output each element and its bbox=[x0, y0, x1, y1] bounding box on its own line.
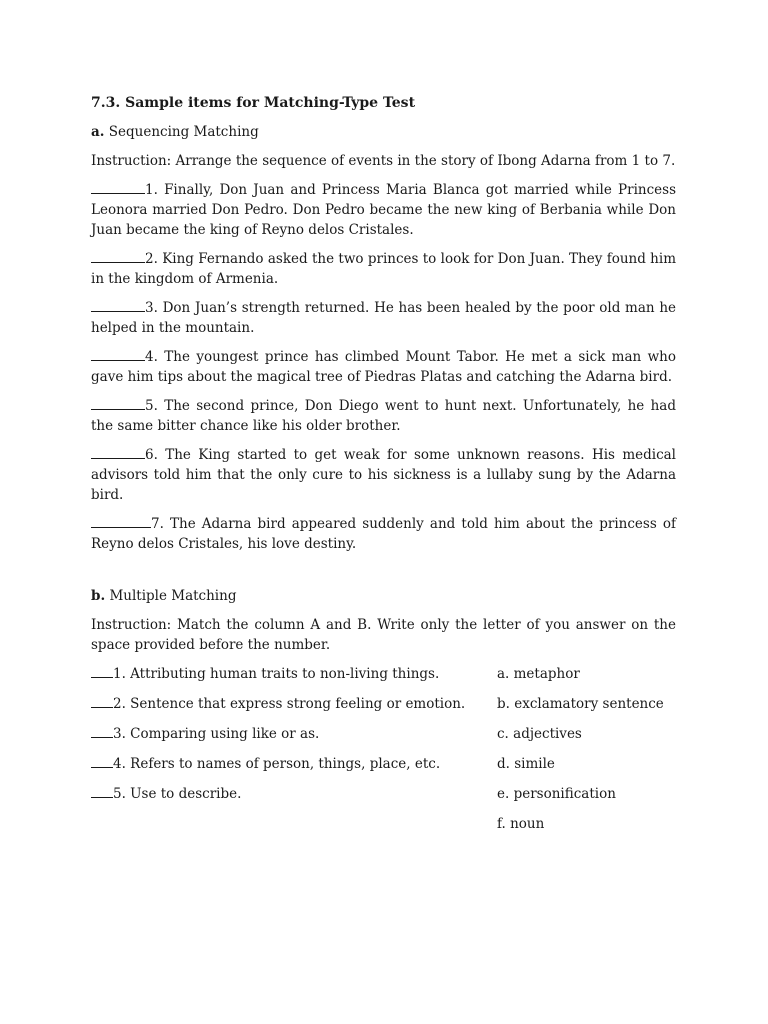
column-a-text: 5. Use to describe. bbox=[113, 786, 242, 802]
section-b-instruction: Instruction: Match the column A and B. Write only the letter of you answer on the space provided before the number. bbox=[91, 617, 676, 653]
sequence-item bbox=[91, 180, 676, 240]
document-page bbox=[91, 93, 676, 844]
sequence-item-text: 6. The King started to get weak for some unknown reasons. His medical advisors told him that the only cure to his sickness is a lullaby sung by the Adarna bird. bbox=[91, 447, 676, 503]
column-b-item: b. exclamatory sentence bbox=[497, 696, 664, 712]
page-heading: 7.3. Sample items for Matching-Type Test bbox=[91, 95, 416, 111]
sequence-item bbox=[91, 396, 676, 436]
answer-blank[interactable] bbox=[91, 445, 145, 459]
column-a-text: 2. Sentence that express strong feeling or emotion. bbox=[113, 696, 466, 712]
sequence-item bbox=[91, 249, 676, 289]
sequence-item-text: 7. The Adarna bird appeared suddenly and told him about the princess of Reyno delos Cristales, his love destiny. bbox=[91, 516, 676, 552]
matching-row bbox=[91, 724, 676, 744]
sequence-item bbox=[91, 347, 676, 387]
column-b-item: c. adjectives bbox=[497, 726, 582, 742]
column-b-item: a. metaphor bbox=[497, 666, 580, 682]
column-a-text: 4. Refers to names of person, things, place, etc. bbox=[113, 756, 441, 772]
sequence-item-text: 5. The second prince, Don Diego went to hunt next. Unfortunately, he had the same bitter chance like his older brother. bbox=[91, 398, 676, 434]
column-b-item: e. personification bbox=[497, 786, 616, 802]
column-a-item bbox=[91, 664, 497, 684]
answer-blank[interactable] bbox=[91, 784, 113, 798]
answer-blank[interactable] bbox=[91, 664, 113, 678]
section-a-title-text: Sequencing Matching bbox=[108, 124, 259, 140]
column-a-item bbox=[91, 694, 497, 714]
sequence-item-text: 4. The youngest prince has climbed Mount Tabor. He met a sick man who gave him tips about the magical tree of Piedras Platas and catching the Adarna bird. bbox=[91, 349, 676, 385]
sequence-item-text: 2. King Fernando asked the two princes to look for Don Juan. They found him in the kingdom of Armenia. bbox=[91, 251, 676, 287]
column-b-item: d. simile bbox=[497, 756, 555, 772]
section-a-title bbox=[91, 122, 676, 142]
column-a-item bbox=[91, 754, 497, 774]
section-b-title bbox=[91, 586, 676, 606]
sequence-item bbox=[91, 298, 676, 338]
answer-blank[interactable] bbox=[91, 514, 151, 528]
answer-blank[interactable] bbox=[91, 249, 145, 263]
matching-row bbox=[91, 784, 676, 804]
column-a-text: 3. Comparing using like or as. bbox=[113, 726, 320, 742]
answer-blank[interactable] bbox=[91, 347, 145, 361]
answer-blank[interactable] bbox=[91, 754, 113, 768]
sequence-item bbox=[91, 514, 676, 554]
answer-blank[interactable] bbox=[91, 724, 113, 738]
answer-blank[interactable] bbox=[91, 180, 145, 194]
answer-blank[interactable] bbox=[91, 298, 145, 312]
matching-row bbox=[91, 754, 676, 774]
column-a-item bbox=[91, 784, 497, 804]
matching-row bbox=[91, 664, 676, 684]
column-a-empty bbox=[91, 814, 497, 834]
matching-row bbox=[91, 694, 676, 714]
section-a-marker: a. bbox=[91, 124, 105, 140]
sequence-item-text: 1. Finally, Don Juan and Princess Maria Blanca got married while Princess Leonora married Don Pedro. Don Pedro became the new king of Berbania while Don Juan became the king of Reyno delos Cristales. bbox=[91, 182, 676, 238]
sequence-item-text: 3. Don Juan’s strength returned. He has been healed by the poor old man he helped in the mountain. bbox=[91, 300, 676, 336]
answer-blank[interactable] bbox=[91, 396, 145, 410]
column-b-item: f. noun bbox=[497, 816, 545, 832]
column-a-text: 1. Attributing human traits to non-living things. bbox=[113, 666, 440, 682]
sequence-item bbox=[91, 445, 676, 505]
matching-row bbox=[91, 814, 676, 834]
answer-blank[interactable] bbox=[91, 694, 113, 708]
section-b-marker: b. bbox=[91, 588, 106, 604]
section-b-title-text: Multiple Matching bbox=[109, 588, 237, 604]
section-a-instruction: Instruction: Arrange the sequence of events in the story of Ibong Adarna from 1 to 7. bbox=[91, 153, 676, 169]
column-a-item bbox=[91, 724, 497, 744]
